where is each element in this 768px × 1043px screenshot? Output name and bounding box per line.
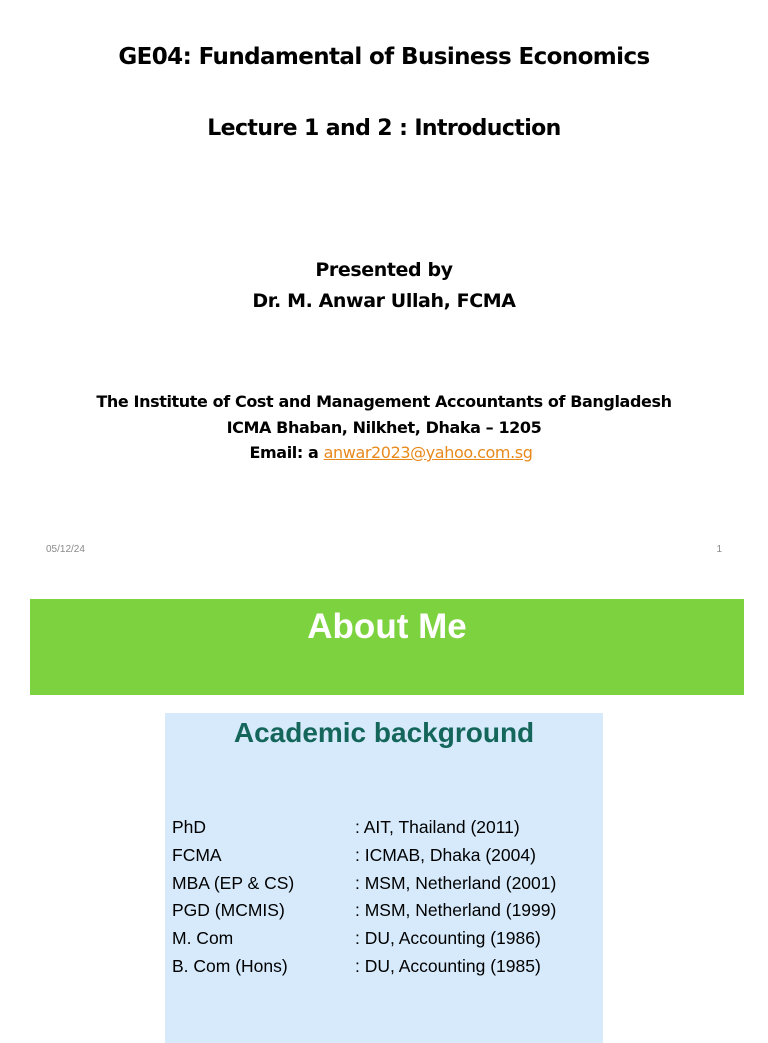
about-me-banner [30, 599, 744, 695]
degree-institution: : ICMAB, Dhaka (2004) [355, 844, 536, 865]
presented-by-label: Presented by [315, 259, 453, 281]
degree-name: PhD [172, 817, 207, 837]
degree-row [172, 817, 597, 845]
degree-row [172, 956, 597, 984]
degree-name: M. Com [172, 928, 234, 949]
degree-institution: : AIT, Thailand (2011) [355, 817, 520, 837]
degree-institution: : DU, Accounting (1985) [355, 955, 541, 976]
section-heading: Academic background [233, 717, 535, 748]
institute-name: The Institute of Cost and Management Accountants of Bangladesh [96, 392, 672, 411]
lecture-title: Lecture 1 and 2 : Introduction [207, 116, 561, 141]
degree-institution: : MSM, Netherland (2001) [355, 872, 557, 893]
email-label: Email: a [249, 443, 324, 462]
degree-name: MBA (EP & CS) [172, 872, 295, 893]
footer-page-number: 1 [716, 544, 722, 555]
slide-title: About Me [307, 607, 467, 646]
degree-name: PGD (MCMIS) [172, 900, 285, 921]
degree-institution: : MSM, Netherland (1999) [355, 900, 557, 921]
email-link[interactable]: anwar2023@yahoo.com.sg [323, 443, 533, 462]
degree-row [172, 873, 597, 901]
course-title: GE04: Fundamental of Business Economics [118, 44, 650, 70]
degree-list [172, 817, 597, 984]
academic-background-box [165, 713, 603, 1043]
email-line [0, 443, 768, 462]
degree-institution: : DU, Accounting (1986) [355, 928, 541, 949]
institute-address: ICMA Bhaban, Nilkhet, Dhaka – 1205 [226, 418, 542, 437]
presenter-name: Dr. M. Anwar Ullah, FCMA [252, 290, 516, 312]
degree-row [172, 928, 597, 956]
about-me-slide [0, 575, 768, 1024]
degree-name: B. Com (Hons) [172, 955, 288, 976]
degree-name: FCMA [172, 844, 222, 865]
degree-row [172, 845, 597, 873]
degree-row [172, 900, 597, 928]
footer-date: 05/12/24 [46, 544, 85, 555]
